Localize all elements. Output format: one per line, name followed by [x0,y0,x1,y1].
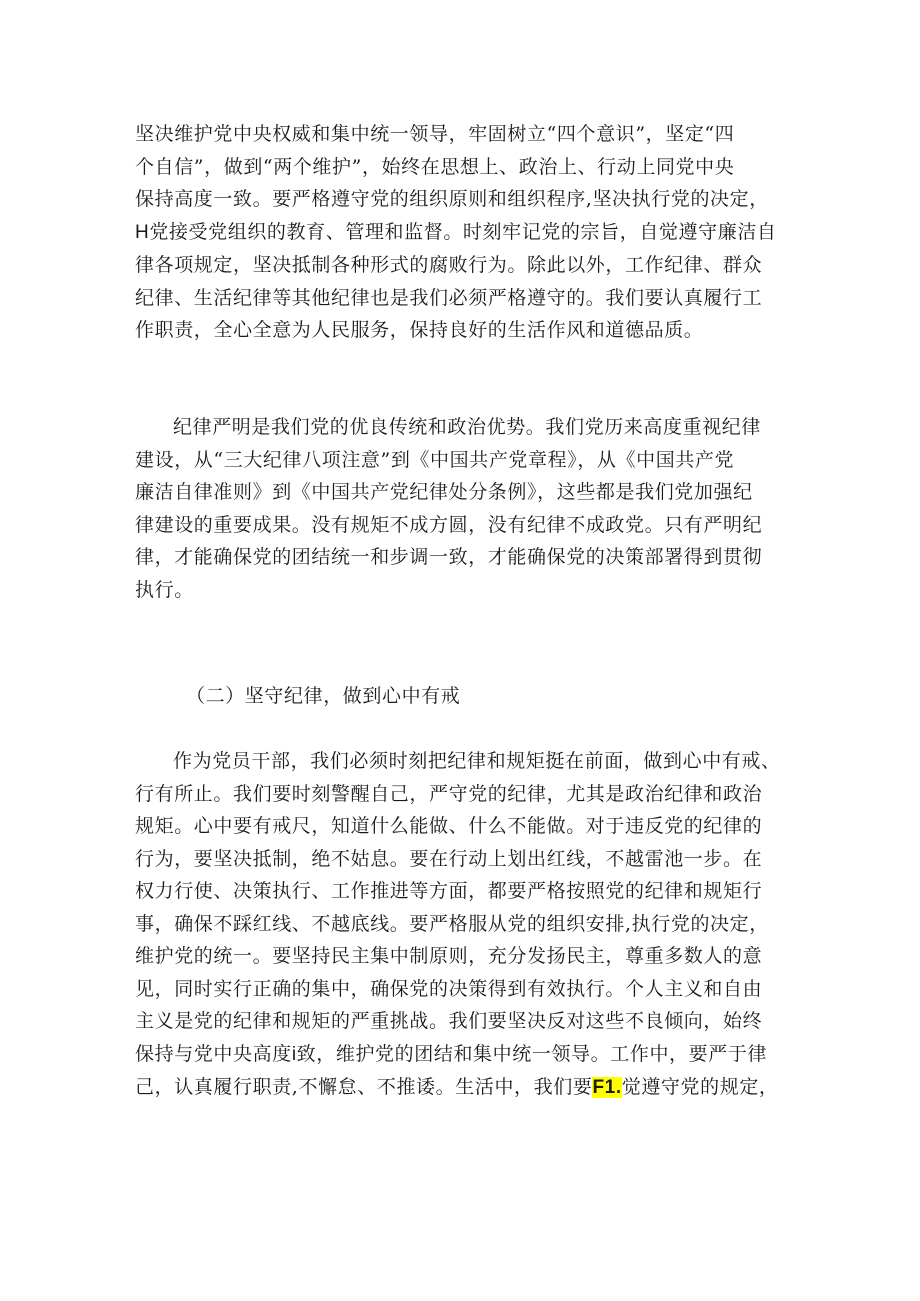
paragraph-3 [135,745,800,1105]
text-line [135,1071,800,1105]
text-line: 行为，要坚决抵制，绝不姑息。要在行动上划出红线，不越雷池一步。在 [135,847,763,870]
text-line: 纪律严明是我们党的优良传统和政治优势。我们党历来高度重视纪律 [173,416,762,438]
text-line: 作职责，全心全意为人民服务，保持良好的生活作风和道德品质。 [135,319,704,341]
text-line: 建设，从“三大纪律八项注意”到《中国共产党章程》，从《中国共产党 [135,448,735,471]
text-line: 行有所止。我们要时刻警醒自己，严守党的纪律，尤其是政治纪律和政治 [135,782,763,805]
text-fragment: 觉遵守党的规定， [621,1076,779,1098]
text-line: 作为党员干部，我们必须时刻把纪律和规矩挺在前面，做到心中有戒、 [173,750,781,772]
text-line: 个自信”，做到“两个维护”，始终在思想上、政治上、行动上同党中央 [135,155,735,178]
text-fragment: 党接受党组织的教育、管理和监督。时刻牢记党的宗旨，自觉遵守廉洁自 [149,220,777,243]
section-heading: （二）坚守纪律，做到心中有戒 [186,685,461,707]
text-line: 执行。 [135,578,194,601]
text-fragment: 己，认真履行职责,不懈怠、不推诿。生活中，我们要 [135,1076,593,1098]
text-line: 坚决维护党中央权威和集中统一领导，牢固树立“四个意识”，坚定“四 [135,123,735,145]
text-line: 规矩。心中要有戒尺，知道什么能做、什么不能做。对于违反党的纪律的 [135,815,763,837]
text-fragment: 致，维护党的团结和集中统一领导。工作中，要严于律 [296,1042,768,1065]
paragraph-1 [135,118,800,347]
text-line [135,216,800,250]
ocr-artifact-h: H [135,221,150,243]
paragraph-2 [135,411,800,606]
text-line: 律，才能确保党的团结统一和步调一致，才能确保党的决策部署得到贯彻 [135,546,763,568]
text-line: 事，确保不踩红线、不越底线。要严格服从党的组织安排,执行党的决定， [135,912,769,935]
text-line: 主义是党的纪律和规矩的严重挑战。我们要坚决反对这些不良倾向，始终 [135,1010,763,1032]
text-line: 保持高度一致。要严格遵守党的组织原则和组织程序,坚决执行党的决定， [135,188,769,210]
text-line: 廉洁自律准则》到《中国共产党纪律处分条例》，这些都是我们党加强纪 [135,481,753,503]
text-fragment: 保持与党中央高度 [135,1042,292,1065]
ocr-artifact-i: i [291,1043,297,1065]
text-line: 维护党的统一。要坚持民主集中制原则，充分发扬民主，尊重多数人的意 [135,945,763,967]
text-line [135,1038,800,1072]
text-line: 律各项规定，坚决抵制各种形式的腐败行为。除此以外，工作纪律、群众 [135,254,763,276]
text-line: 权力行使、决策执行、工作推进等方面，都要严格按照党的纪律和规矩行 [135,880,763,902]
text-line: 律建设的重要成果。没有规矩不成方圆，没有纪律不成政党。只有严明纪 [135,513,763,536]
highlighted-text: F1. [592,1077,622,1098]
text-line: 见，同时实行正确的集中，确保党的决策得到有效执行。个人主义和自由 [135,977,763,1000]
text-line: 纪律、生活纪律等其他纪律也是我们必须严格遵守的。我们要认真履行工 [135,286,763,309]
